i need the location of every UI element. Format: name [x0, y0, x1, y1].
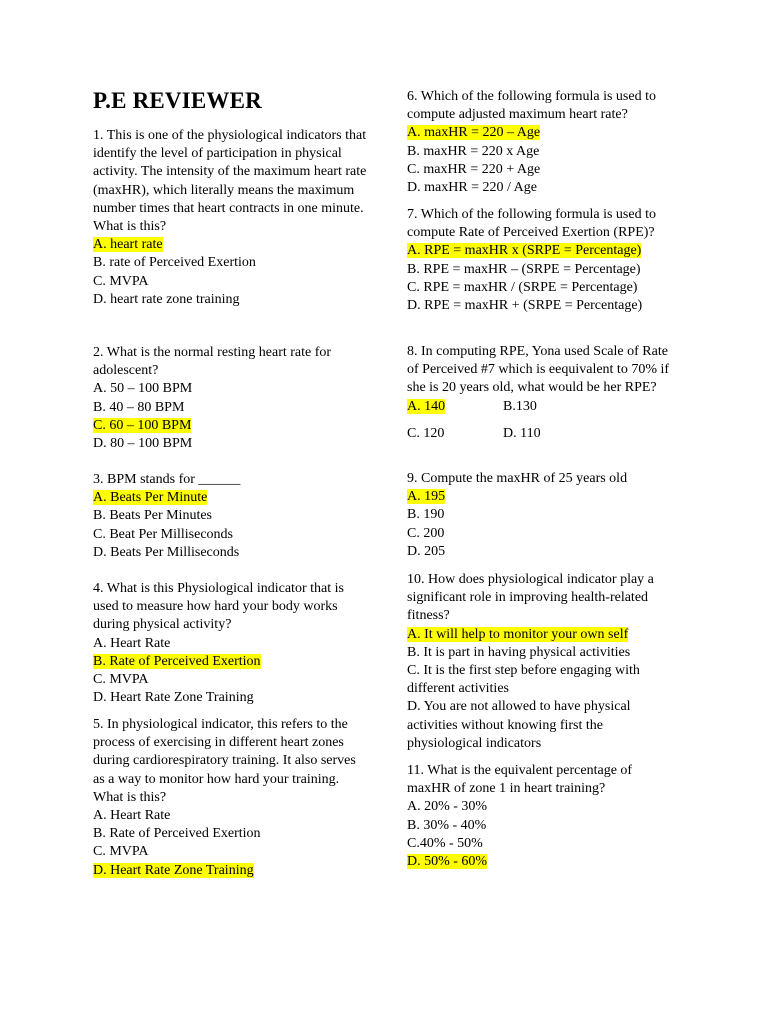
answer-option: C. maxHR = 220 + Age	[407, 161, 541, 177]
question-text: 1. This is one of the physiological indicators that identify the level of participation in physical activity. The intensity of the maximum heart rate (maxHR), which literally means the maximum number times that heart contracts in one minute. What is this?	[93, 128, 367, 235]
answer-option-highlighted: D. 50% - 60%	[407, 854, 488, 870]
answer-option: C. 200	[407, 525, 445, 541]
answer-option: D. 205	[407, 543, 446, 559]
question-text: 8. In computing RPE, Yona used Scale of Rate of Perceived #7 which is eequivalent to 70% if she is 20 years old, what would be her RPE?	[407, 344, 670, 396]
answer-option-highlighted: A. Beats Per Minute	[93, 490, 208, 506]
answer-option: D. RPE = maxHR + (SRPE = Percentage)	[407, 298, 643, 314]
answer-option: D. heart rate zone training	[93, 291, 240, 307]
question-text: 5. In physiological indicator, this refers to the process of exercising in different heart zones during cardiorespiratory training. It also serves as a way to monitor how hard your training. What is this?	[93, 717, 356, 805]
question-1	[93, 127, 368, 309]
question-4	[93, 580, 368, 707]
answer-option: D. 80 – 100 BPM	[93, 436, 193, 452]
answer-option-highlighted: A. 140	[407, 398, 446, 414]
answer-option: C. MVPA	[93, 672, 149, 688]
answer-option-highlighted: A. It will help to monitor your own self	[407, 626, 629, 642]
answer-option: B. Beats Per Minutes	[93, 508, 212, 524]
question-text: 2. What is the normal resting heart rate for adolescent?	[93, 345, 332, 379]
question-text: 11. What is the equivalent percentage of maxHR of zone 1 in heart training?	[407, 763, 633, 797]
question-3	[93, 471, 368, 562]
question-text: 7. Which of the following formula is used to compute Rate of Perceived Exertion (RPE)?	[407, 207, 656, 241]
answer-option-highlighted: A. RPE = maxHR x (SRPE = Percentage)	[407, 243, 642, 259]
question-text: 10. How does physiological indicator play a significant role in improving health-related fitness?	[407, 572, 654, 624]
answer-option-highlighted: B. Rate of Perceived Exertion	[93, 653, 261, 669]
answer-option-highlighted: A. maxHR = 220 – Age	[407, 125, 541, 141]
answer-option: B. RPE = maxHR – (SRPE = Percentage)	[407, 261, 641, 277]
question-10	[407, 571, 677, 753]
answer-option: C. MVPA	[93, 273, 149, 289]
question-11	[407, 762, 677, 871]
answer-option: C. RPE = maxHR / (SRPE = Percentage)	[407, 279, 638, 295]
answer-option: B. rate of Perceived Exertion	[93, 255, 256, 271]
answer-option: A. 20% - 30%	[407, 799, 488, 815]
answer-option: B. 40 – 80 BPM	[93, 399, 185, 415]
question-7	[407, 206, 677, 315]
answer-option: B. 30% - 40%	[407, 817, 487, 833]
question-5	[93, 716, 368, 880]
answer-option: A. Heart Rate	[93, 808, 171, 824]
answer-option: C. It is the first step before engaging with different activities	[407, 663, 640, 697]
answer-option: C. 120	[407, 425, 445, 441]
answer-option: C. MVPA	[93, 844, 149, 860]
answer-option: B. It is part in having physical activities	[407, 644, 631, 660]
answer-option: B. maxHR = 220 x Age	[407, 143, 540, 159]
question-text: 9. Compute the maxHR of 25 years old	[407, 471, 628, 486]
answer-option: B. Rate of Perceived Exertion	[93, 826, 261, 842]
question-text: 3. BPM stands for ______	[93, 472, 241, 487]
answer-option: A. Heart Rate	[93, 635, 171, 651]
answer-option-highlighted: A. 195	[407, 489, 446, 505]
answer-option: A. 50 – 100 BPM	[93, 381, 193, 397]
question-text: 6. Which of the following formula is used to compute adjusted maximum heart rate?	[407, 89, 656, 123]
answer-option-highlighted: D. Heart Rate Zone Training	[93, 862, 254, 878]
answer-option: C. Beat Per Milliseconds	[93, 526, 233, 542]
answer-option: D. You are not allowed to have physical activities without knowing first the physiological indicators	[407, 699, 631, 751]
question-text: 4. What is this Physiological indicator that is used to measure how hard your body works during physical activity?	[93, 581, 344, 633]
answer-option-highlighted: C. 60 – 100 BPM	[93, 417, 192, 433]
answer-option: B.130	[503, 398, 537, 414]
answer-option: B. 190	[407, 507, 445, 523]
question-6	[407, 88, 677, 197]
question-8	[407, 343, 677, 443]
answer-option: D. Beats Per Milliseconds	[93, 544, 240, 560]
answer-option-highlighted: A. heart rate	[93, 237, 163, 253]
answer-option: C.40% - 50%	[407, 835, 483, 851]
question-9	[407, 470, 677, 561]
page-title: P.E REVIEWER	[93, 88, 262, 113]
answer-option: D. Heart Rate Zone Training	[93, 690, 254, 706]
answer-option: D. 110	[503, 425, 541, 441]
answer-option: D. maxHR = 220 / Age	[407, 180, 537, 196]
question-2	[93, 344, 368, 453]
